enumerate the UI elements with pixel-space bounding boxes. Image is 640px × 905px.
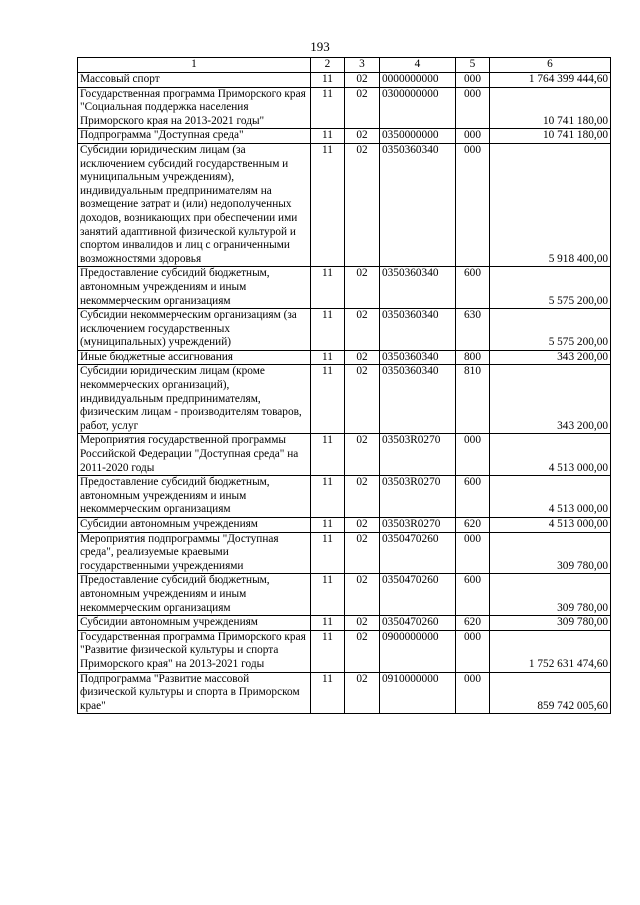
row-target-article: 0350360340 [380, 365, 456, 434]
row-expense-type: 000 [456, 87, 490, 129]
row-name: Субсидии автономным учреждениям [78, 518, 311, 533]
row-amount: 4 513 000,00 [490, 434, 611, 476]
row-amount: 1 764 399 444,60 [490, 73, 611, 88]
row-name: Подпрограмма "Развитие массовой физической культуры и спорта в Приморском крае" [78, 672, 311, 714]
row-subsection: 02 [345, 532, 380, 574]
row-target-article: 0350360340 [380, 267, 456, 309]
row-expense-type: 000 [456, 434, 490, 476]
row-subsection: 02 [345, 309, 380, 351]
table-row [78, 518, 611, 533]
table-row [78, 434, 611, 476]
row-expense-type: 600 [456, 574, 490, 616]
row-section: 11 [311, 476, 345, 518]
row-expense-type: 000 [456, 672, 490, 714]
row-name: Предоставление субсидий бюджетным, автономным учреждениям и иным некоммерческим организациям [78, 267, 311, 309]
row-section: 11 [311, 616, 345, 631]
row-amount: 4 513 000,00 [490, 518, 611, 533]
header-col-6: 6 [490, 58, 611, 73]
table-row [78, 616, 611, 631]
row-subsection: 02 [345, 518, 380, 533]
row-section: 11 [311, 630, 345, 672]
row-name: Мероприятия подпрограммы "Доступная среда", реализуемые краевыми государственными учреждениями [78, 532, 311, 574]
row-subsection: 02 [345, 365, 380, 434]
table-row [78, 532, 611, 574]
row-section: 11 [311, 309, 345, 351]
row-amount: 5 575 200,00 [490, 267, 611, 309]
row-subsection: 02 [345, 616, 380, 631]
header-col-5: 5 [456, 58, 490, 73]
table-row [78, 87, 611, 129]
table-row [78, 267, 611, 309]
row-expense-type: 800 [456, 350, 490, 365]
row-name: Предоставление субсидий бюджетным, автономным учреждениям и иным некоммерческим организациям [78, 476, 311, 518]
row-expense-type: 810 [456, 365, 490, 434]
row-section: 11 [311, 350, 345, 365]
row-name: Субсидии автономным учреждениям [78, 616, 311, 631]
row-expense-type: 630 [456, 309, 490, 351]
header-col-3: 3 [345, 58, 380, 73]
table-row [78, 672, 611, 714]
row-target-article: 0300000000 [380, 87, 456, 129]
table-row [78, 309, 611, 351]
budget-table [77, 57, 611, 714]
row-expense-type: 000 [456, 73, 490, 88]
row-target-article: 0350470260 [380, 574, 456, 616]
row-amount: 5 918 400,00 [490, 143, 611, 266]
table-row [78, 365, 611, 434]
row-target-article: 03503R0270 [380, 434, 456, 476]
table-row [78, 73, 611, 88]
row-subsection: 02 [345, 574, 380, 616]
row-name: Государственная программа Приморского края "Социальная поддержка населения Приморского края на 2013-2021 годы" [78, 87, 311, 129]
row-target-article: 03503R0270 [380, 476, 456, 518]
table-row [78, 476, 611, 518]
header-col-4: 4 [380, 58, 456, 73]
row-amount: 309 780,00 [490, 574, 611, 616]
row-section: 11 [311, 129, 345, 144]
row-target-article: 0350470260 [380, 532, 456, 574]
row-name: Массовый спорт [78, 73, 311, 88]
row-target-article: 0350360340 [380, 350, 456, 365]
header-col-2: 2 [311, 58, 345, 73]
row-section: 11 [311, 73, 345, 88]
row-expense-type: 000 [456, 532, 490, 574]
row-expense-type: 620 [456, 616, 490, 631]
row-name: Подпрограмма "Доступная среда" [78, 129, 311, 144]
row-subsection: 02 [345, 87, 380, 129]
row-section: 11 [311, 143, 345, 266]
table-row [78, 630, 611, 672]
row-section: 11 [311, 267, 345, 309]
row-target-article: 0350000000 [380, 129, 456, 144]
row-subsection: 02 [345, 129, 380, 144]
row-amount: 343 200,00 [490, 350, 611, 365]
row-target-article: 0350360340 [380, 309, 456, 351]
row-subsection: 02 [345, 672, 380, 714]
row-section: 11 [311, 87, 345, 129]
page-number: 193 [310, 39, 330, 54]
header-col-1: 1 [78, 58, 311, 73]
row-subsection: 02 [345, 73, 380, 88]
row-amount: 859 742 005,60 [490, 672, 611, 714]
row-section: 11 [311, 365, 345, 434]
row-amount: 10 741 180,00 [490, 129, 611, 144]
row-expense-type: 000 [456, 129, 490, 144]
row-section: 11 [311, 672, 345, 714]
row-amount: 4 513 000,00 [490, 476, 611, 518]
row-amount: 309 780,00 [490, 616, 611, 631]
row-name: Субсидии некоммерческим организациям (за исключением государственных (муниципальных) учреждений) [78, 309, 311, 351]
table-row [78, 574, 611, 616]
row-section: 11 [311, 434, 345, 476]
row-target-article: 0000000000 [380, 73, 456, 88]
table-row [78, 350, 611, 365]
row-target-article: 0910000000 [380, 672, 456, 714]
row-subsection: 02 [345, 476, 380, 518]
table-header-row [78, 58, 611, 73]
row-amount: 5 575 200,00 [490, 309, 611, 351]
row-amount: 343 200,00 [490, 365, 611, 434]
row-target-article: 03503R0270 [380, 518, 456, 533]
row-expense-type: 000 [456, 630, 490, 672]
row-subsection: 02 [345, 143, 380, 266]
row-section: 11 [311, 532, 345, 574]
table-row [78, 129, 611, 144]
row-name: Предоставление субсидий бюджетным, автономным учреждениям и иным некоммерческим организациям [78, 574, 311, 616]
row-section: 11 [311, 518, 345, 533]
row-expense-type: 620 [456, 518, 490, 533]
row-name: Иные бюджетные ассигнования [78, 350, 311, 365]
table-row [78, 143, 611, 266]
row-subsection: 02 [345, 630, 380, 672]
row-subsection: 02 [345, 434, 380, 476]
row-name: Субсидии юридическим лицам (кроме некоммерческих организаций), индивидуальным предпринимателям, физическим лицам - производителям товаров, работ, услуг [78, 365, 311, 434]
row-amount: 10 741 180,00 [490, 87, 611, 129]
row-subsection: 02 [345, 267, 380, 309]
row-amount: 1 752 631 474,60 [490, 630, 611, 672]
row-subsection: 02 [345, 350, 380, 365]
row-target-article: 0900000000 [380, 630, 456, 672]
row-name: Мероприятия государственной программы Российской Федерации "Доступная среда" на 2011-2020 годы [78, 434, 311, 476]
row-name: Государственная программа Приморского края "Развитие физической культуры и спорта Приморского края" на 2013-2021 годы [78, 630, 311, 672]
row-amount: 309 780,00 [490, 532, 611, 574]
row-target-article: 0350470260 [380, 616, 456, 631]
row-section: 11 [311, 574, 345, 616]
row-expense-type: 600 [456, 267, 490, 309]
row-expense-type: 000 [456, 143, 490, 266]
row-expense-type: 600 [456, 476, 490, 518]
row-target-article: 0350360340 [380, 143, 456, 266]
row-name: Субсидии юридическим лицам (за исключением субсидий государственным и муниципальным учреждениям), индивидуальным предпринимателям на возмещение затрат и (или) недополученных доходов, возникающих при обеспечении ими занятий адаптивной физической культурой и спортом инвалидов и лиц с ограниченными возможностями здоровья [78, 143, 311, 266]
